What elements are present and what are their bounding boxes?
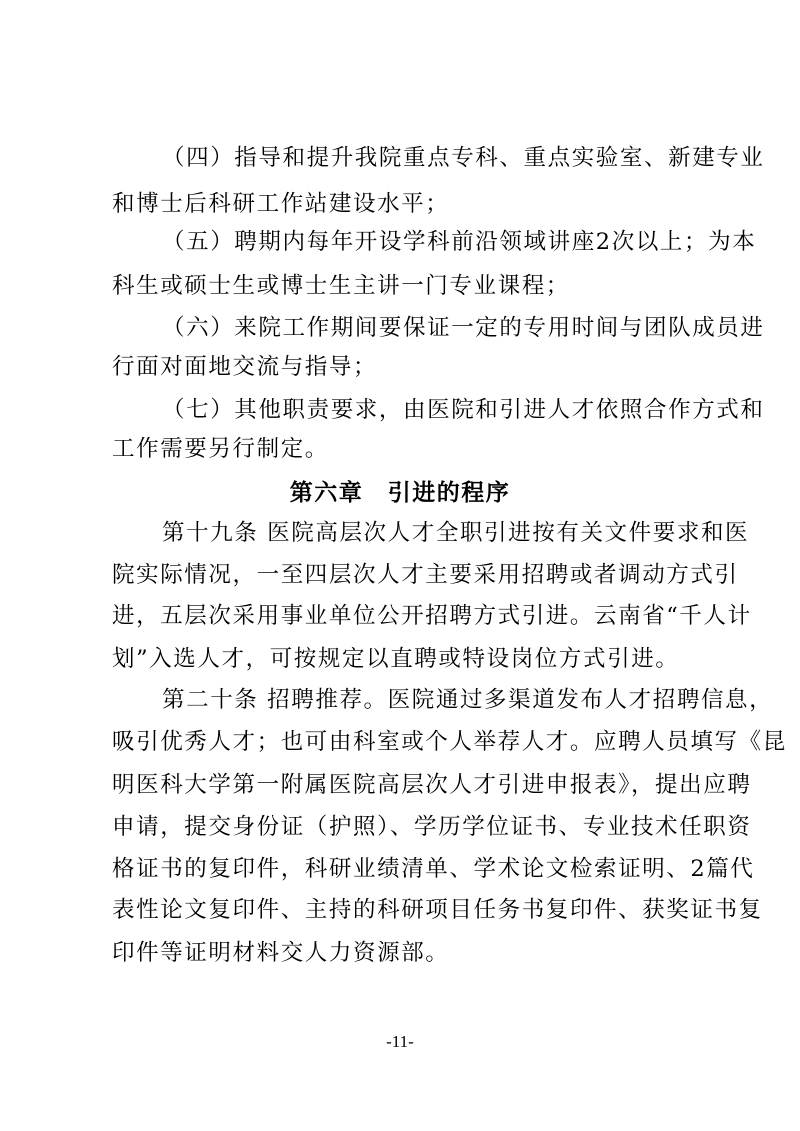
paragraph-6-line-1: （六）来院工作期间要保证一定的专用时间与团队成员进 bbox=[162, 315, 765, 341]
paragraph-5-line-2: 科生或硕士生或博士生主讲一门专业课程； bbox=[112, 273, 570, 299]
article-20-line-5: 格证书的复印件，科研业绩清单、学术论文检索证明、2篇代 bbox=[112, 856, 755, 882]
paragraph-7-line-2: 工作需要另行制定。 bbox=[112, 436, 329, 462]
paragraph-4-line-2: 和博士后科研工作站建设水平； bbox=[112, 191, 450, 217]
article-19-line-4: 划”入选人才，可按规定以直聘或特设岗位方式引进。 bbox=[112, 646, 680, 672]
article-19-line-1: 第十九条 医院高层次人才全职引进按有关文件要求和医 bbox=[162, 520, 750, 546]
article-20-line-7: 印件等证明材料交人力资源部。 bbox=[112, 940, 450, 966]
paragraph-5-line-1: （五）聘期内每年开设学科前沿领域讲座2次以上；为本 bbox=[162, 229, 757, 255]
page-number: -11- bbox=[386, 1032, 414, 1051]
chapter-heading: 第六章 引进的程序 bbox=[289, 480, 511, 506]
article-19-line-3: 进，五层次采用事业单位公开招聘方式引进。云南省“千人计 bbox=[112, 603, 752, 629]
article-19-line-2: 院实际情况，一至四层次人才主要采用招聘或者调动方式引 bbox=[112, 562, 739, 588]
article-20-line-6: 表性论文复印件、主持的科研项目任务书复印件、获奖证书复 bbox=[112, 897, 763, 923]
article-20-line-4: 申请，提交身份证（护照）、学历学位证书、专业技术任职资 bbox=[112, 814, 752, 840]
paragraph-6-line-2: 行面对面地交流与指导； bbox=[112, 354, 378, 380]
article-20-line-1: 第二十条 招聘推荐。医院通过多渠道发布人才招聘信息， bbox=[162, 687, 774, 713]
paragraph-7-line-1: （七）其他职责要求，由医院和引进人才依照合作方式和 bbox=[162, 397, 765, 423]
article-20-line-3: 明医科大学第一附属医院高层次人才引进申报表》，提出应聘 bbox=[112, 772, 752, 798]
paragraph-4-line-1: （四）指导和提升我院重点专科、重点实验室、新建专业 bbox=[162, 145, 765, 171]
article-20-line-2: 吸引优秀人才；也可由科室或个人举荐人才。应聘人员填写《昆 bbox=[112, 729, 787, 755]
